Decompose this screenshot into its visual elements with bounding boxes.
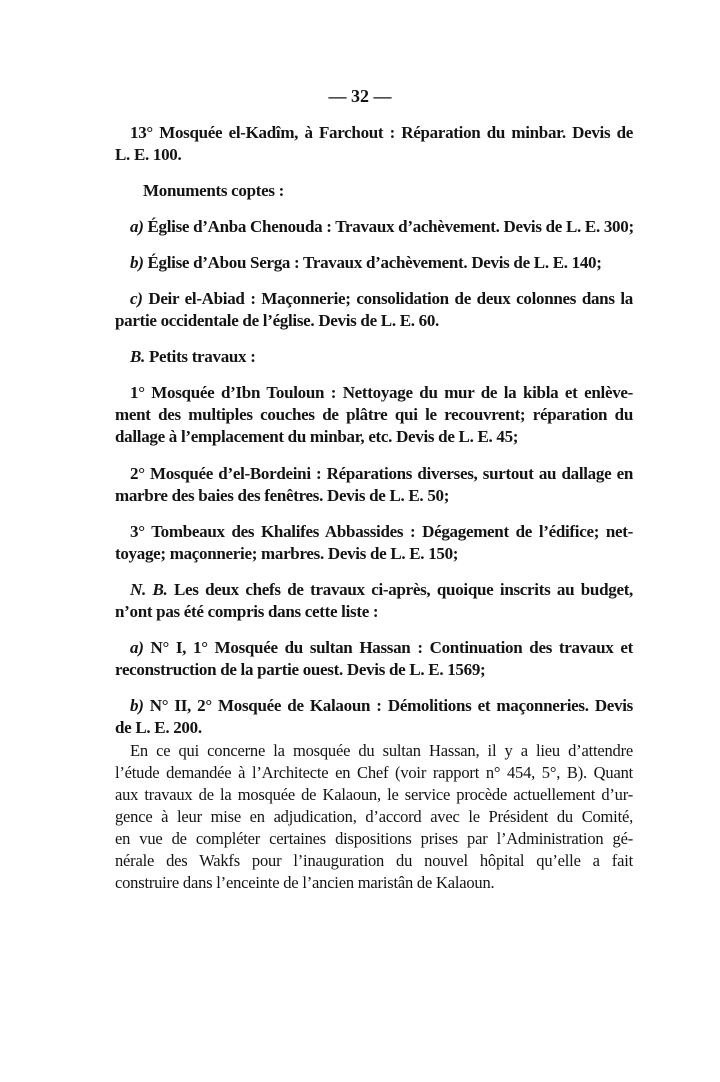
text-line (130, 252, 633, 274)
text-line (115, 144, 633, 166)
text-line (115, 404, 633, 426)
line-text: partie occidentale de l’église. Devis de L. E. 60. (115, 311, 440, 330)
line-text: construire dans l’enceinte de l’ancien maristân de Kalaoun. (115, 873, 495, 892)
line-text: N° I, 1° Mosquée du sultan Hassan : Continuation des travaux et (143, 638, 633, 657)
text-line (130, 740, 633, 762)
text-line (115, 784, 633, 806)
line-text: marbre des baies des fenêtres. Devis de L. E. 50; (115, 486, 450, 505)
paragraph-label: b) (130, 696, 144, 715)
text-line (115, 806, 633, 828)
line-text: de L. E. 200. (115, 718, 202, 737)
line-text: Monuments coptes : (143, 181, 284, 200)
line-text: Deir el-Abiad : Maçonnerie; consolidation de deux colonnes dans la (142, 289, 633, 308)
paragraph-label: b) (130, 253, 144, 272)
text-line (115, 762, 633, 784)
text-line (130, 637, 633, 659)
line-text: L. E. 100. (115, 145, 182, 164)
paragraph-label: B. (130, 347, 145, 366)
text-line (130, 346, 633, 368)
line-text: 3° Tombeaux des Khalifes Abbassides : Dégagement de l’édifice; net- (130, 522, 633, 541)
text-line (130, 579, 633, 601)
line-text: n’ont pas été compris dans cette liste : (115, 602, 379, 621)
paragraph-label: c) (130, 289, 143, 308)
text-line (115, 717, 633, 739)
text-line (115, 850, 633, 872)
text-line (130, 521, 633, 543)
line-text: nérale des Wakfs pour l’inauguration du nouvel hôpital qu’elle a fait (115, 851, 633, 870)
paragraph-label: N. B. (130, 580, 168, 599)
line-text: toyage; maçonnerie; marbres. Devis de L. E. 150; (115, 544, 459, 563)
line-text: N° II, 2° Mosquée de Kalaoun : Démolitions et maçonneries. Devis (143, 696, 633, 715)
line-text: En ce qui concerne la mosquée du sultan Hassan, il y a lieu d’attendre (130, 741, 633, 760)
text-line (130, 122, 633, 144)
line-text: l’étude demandée à l’Architecte en Chef (voir rapport n° 454, 5°, B). Quant (115, 763, 633, 782)
text-line (130, 216, 633, 238)
paragraph-label: a) (130, 638, 144, 657)
line-text: 13° Mosquée el-Kadîm, à Farchout : Réparation du minbar. Devis de (130, 123, 633, 142)
text-line (115, 426, 633, 448)
line-text: Petits travaux : (145, 347, 256, 366)
text-line (143, 180, 646, 202)
text-line (115, 310, 633, 332)
line-text: aux travaux de la mosquée de Kalaoun, le service procède actuellement d’ur- (115, 785, 633, 804)
text-line (130, 463, 633, 485)
text-line (130, 382, 633, 404)
page-number: — 32 — (328, 86, 392, 106)
text-line (115, 485, 633, 507)
line-text: Les deux chefs de travaux ci-après, quoique inscrits au budget, (167, 580, 634, 599)
text-line (130, 695, 633, 717)
line-text: gence à leur mise en adjudication, d’accord avec le Président du Comité, (115, 807, 633, 826)
text-line (130, 288, 633, 310)
line-text: ment des multiples couches de plâtre qui le recouvrent; réparation du (115, 405, 633, 424)
line-text: dallage à l’emplacement du minbar, etc. Devis de L. E. 45; (115, 427, 519, 446)
text-line (115, 659, 633, 681)
line-text: Église d’Abou Serga : Travaux d’achèvement. Devis de L. E. 140; (143, 253, 602, 272)
line-text: 1° Mosquée d’Ibn Touloun : Nettoyage du mur de la kibla et enlève- (130, 383, 633, 402)
line-text: Église d’Anba Chenouda : Travaux d’achèvement. Devis de L. E. 300; (143, 217, 634, 236)
text-line (115, 543, 633, 565)
line-text: reconstruction de la partie ouest. Devis de L. E. 1569; (115, 660, 486, 679)
paragraph-label: a) (130, 217, 144, 236)
line-text: 2° Mosquée d’el-Bordeini : Réparations diverses, surtout au dallage en (130, 464, 633, 483)
line-text: en vue de compléter certaines dispositions prises par l’Administration gé- (115, 829, 633, 848)
text-line (115, 601, 633, 623)
text-line (115, 872, 633, 894)
text-line (115, 828, 633, 850)
